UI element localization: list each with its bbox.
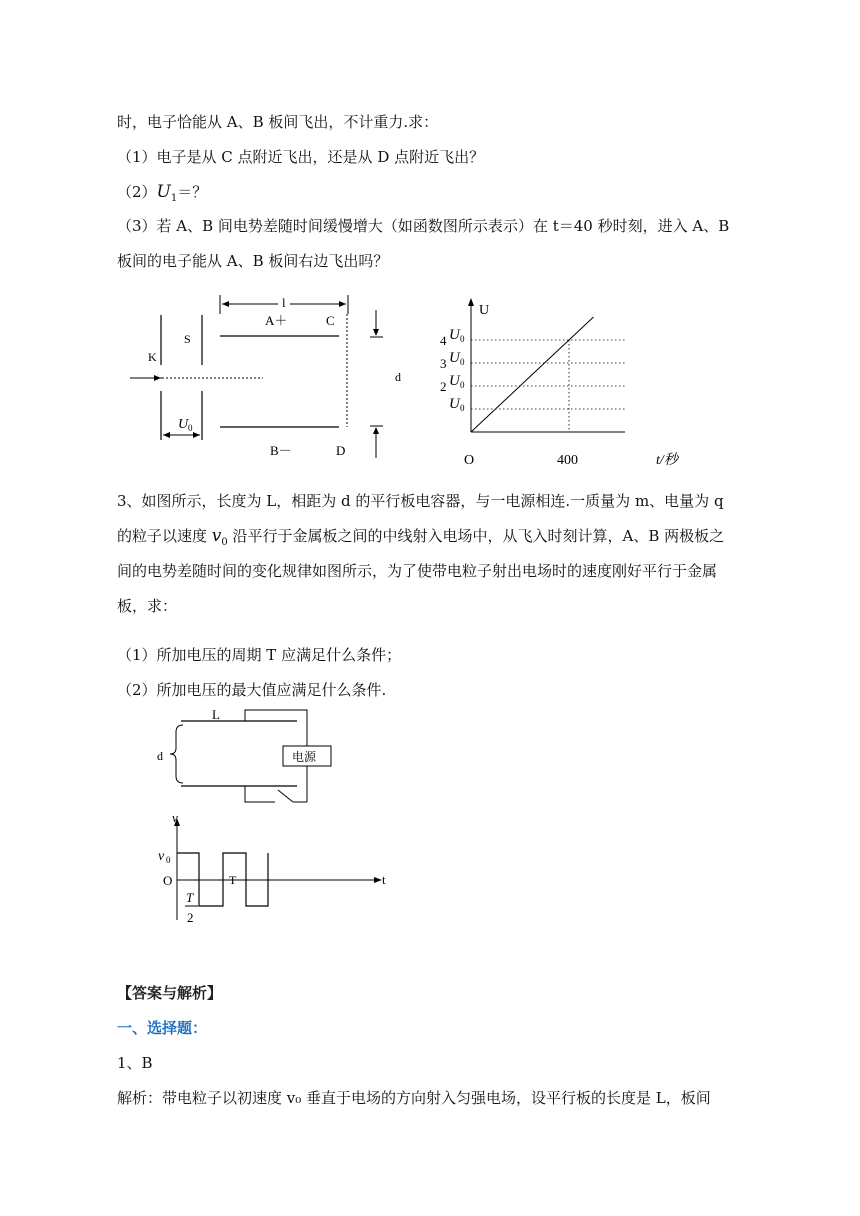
problem2-question2 <box>117 182 207 209</box>
label-d: d <box>395 370 401 384</box>
line2-suffix: 沿平行于金属板之间的中线射入电场中，从飞入时刻计算，A、B 两极板之 <box>227 527 725 545</box>
y-tick-var: U <box>449 396 460 412</box>
answer-explanation: 解析：带电粒子以初速度 v₀ 垂直于电场的方向射入匀强电场，设平行板的长度是 L，板间 <box>117 1089 711 1107</box>
problem2-question3-line1: （3）若 A、B 间电势差随时间缓慢增大（如函数图所示表示）在 t＝40 秒时刻，进入 A、B <box>117 217 730 235</box>
v-axis-label: v <box>172 810 178 825</box>
label-l: l <box>282 295 286 310</box>
y-axis-label: U <box>479 303 490 318</box>
problem3-line2 <box>117 526 724 553</box>
x-tick-400: 400 <box>557 453 578 468</box>
problem2-question1: （1）电子是从 C 点附近飞出，还是从 D 点附近飞出？ <box>117 148 485 166</box>
label-c: C <box>326 313 335 328</box>
problem3-question1: （1）所加电压的周期 T 应满足什么条件； <box>117 646 402 664</box>
series-line <box>471 317 594 432</box>
half-period-num: T <box>186 890 194 905</box>
y-tick-coef: 4 <box>440 333 447 348</box>
q2-var: U <box>156 182 171 202</box>
label-d-point: D <box>336 443 346 458</box>
x-axis-label: t/秒 <box>656 453 678 468</box>
y-tick-sub: 0 <box>460 334 465 344</box>
q2-sub: 1 <box>170 193 178 204</box>
line2-sub: 0 <box>221 537 228 548</box>
y-tick-sub: 0 <box>460 380 465 390</box>
label-L: L <box>212 707 220 722</box>
v0-var: v <box>158 849 165 864</box>
y-tick-coef: 2 <box>440 379 447 394</box>
label-u0-var: U <box>178 417 189 432</box>
q2-prefix: （2） <box>117 183 157 201</box>
v0-sub: 0 <box>166 855 171 865</box>
period-label: T <box>229 873 237 887</box>
label-s: S <box>184 332 191 346</box>
power-source-label: 电源 <box>292 750 317 764</box>
problem3-line4: 板，求： <box>117 597 178 615</box>
answers-heading: 【答案与解析】 <box>117 984 223 1002</box>
label-k: K <box>148 350 157 364</box>
problem3-line3: 间的电势差随时间的变化规律如图所示，为了使带电粒子射出电场时的速度刚好平行于金属 <box>117 562 718 580</box>
label-b-minus: B－ <box>270 443 292 458</box>
q2-suffix: ＝？ <box>177 183 208 201</box>
label-d: d <box>157 749 163 763</box>
answer-item-1: 1、B <box>117 1054 153 1072</box>
y-tick-var: U <box>449 350 460 366</box>
label-u0-sub: 0 <box>188 423 193 433</box>
origin-label: O <box>163 873 173 888</box>
label-a-plus: A＋ <box>265 313 288 328</box>
wave-figure <box>150 810 400 930</box>
problem3-question2: （2）所加电压的最大值应满足什么条件. <box>117 681 387 699</box>
voltage-time-chart <box>440 290 700 470</box>
plates-figure <box>110 290 430 465</box>
y-tick-sub: 0 <box>460 357 465 367</box>
section-choice-heading: 一、选择题： <box>117 1019 208 1037</box>
y-tick-var: U <box>449 373 460 389</box>
x-tick-origin: O <box>464 453 475 468</box>
line2-prefix: 的粒子以速度 <box>117 527 212 545</box>
circuit-figure <box>150 700 350 810</box>
y-tick-coef: 3 <box>440 356 447 371</box>
y-tick-sub: 0 <box>460 403 465 413</box>
t-axis-label: t <box>382 872 386 887</box>
problem2-line1: 时，电子恰能从 A、B 板间飞出，不计重力.求： <box>117 113 439 131</box>
problem2-question3-line2: 板间的电子能从 A、B 板间右边飞出吗？ <box>117 252 389 270</box>
y-tick-var: U <box>449 327 460 343</box>
switch-blade <box>278 790 293 802</box>
line2-var: v <box>211 526 222 546</box>
half-period-den: 2 <box>187 910 194 925</box>
problem3-line1: 3、如图所示，长度为 L，相距为 d 的平行板电容器，与一电源相连.一质量为 m、电量为 q <box>117 492 724 510</box>
